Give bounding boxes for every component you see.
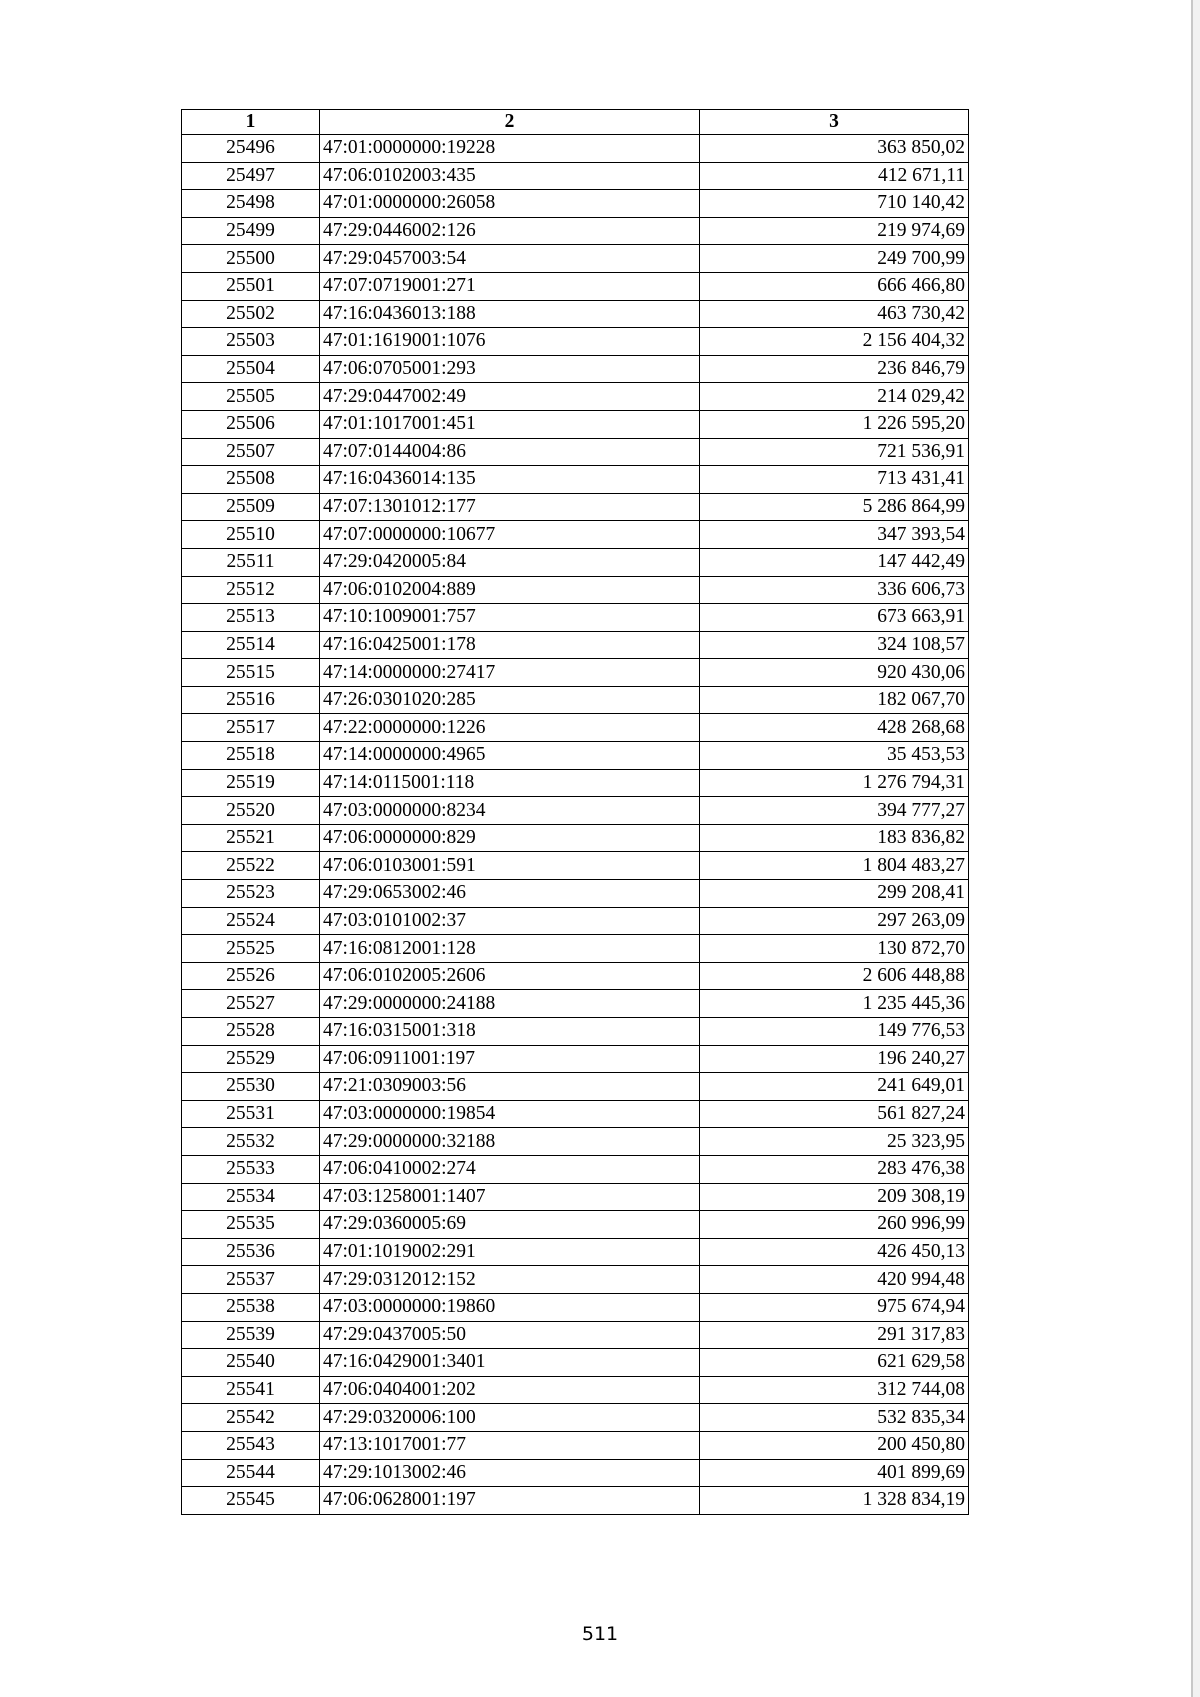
table-row (182, 1128, 969, 1156)
table-row (182, 1404, 969, 1432)
value-cell: 394 777,27 (700, 797, 969, 825)
cadastral-number-cell: 47:16:0425001:178 (320, 631, 700, 659)
row-number-cell: 25536 (182, 1238, 320, 1266)
table-row (182, 1376, 969, 1404)
value-cell: 283 476,38 (700, 1155, 969, 1183)
value-cell: 241 649,01 (700, 1073, 969, 1101)
row-number-cell: 25517 (182, 714, 320, 742)
page-number: 511 (581, 1623, 619, 1645)
table-row (182, 631, 969, 659)
cadastral-number-cell: 47:16:0812001:128 (320, 935, 700, 963)
cadastral-number-cell: 47:06:0410002:274 (320, 1155, 700, 1183)
row-number-cell: 25539 (182, 1321, 320, 1349)
row-number-cell: 25502 (182, 300, 320, 328)
table-row (182, 438, 969, 466)
row-number-cell: 25508 (182, 466, 320, 494)
table-row (182, 493, 969, 521)
column-header-3: 3 (700, 110, 969, 135)
row-number-cell: 25529 (182, 1045, 320, 1073)
value-cell: 299 208,41 (700, 880, 969, 908)
table-row (182, 659, 969, 687)
table-row (182, 935, 969, 963)
cadastral-number-cell: 47:01:0000000:19228 (320, 135, 700, 163)
cadastral-number-cell: 47:06:0102004:889 (320, 576, 700, 604)
table-row (182, 1155, 969, 1183)
value-cell: 324 108,57 (700, 631, 969, 659)
table-row (182, 328, 969, 356)
row-number-cell: 25506 (182, 410, 320, 438)
value-cell: 1 235 445,36 (700, 990, 969, 1018)
cadastral-number-cell: 47:06:0705001:293 (320, 355, 700, 383)
cadastral-number-cell: 47:03:0000000:19854 (320, 1100, 700, 1128)
cadastral-number-cell: 47:03:0000000:8234 (320, 797, 700, 825)
cadastral-number-cell: 47:29:0320006:100 (320, 1404, 700, 1432)
cadastral-number-cell: 47:29:0360005:69 (320, 1211, 700, 1239)
value-cell: 673 663,91 (700, 604, 969, 632)
cadastral-number-cell: 47:06:0102003:435 (320, 162, 700, 190)
value-cell: 1 276 794,31 (700, 769, 969, 797)
cadastral-number-cell: 47:29:0653002:46 (320, 880, 700, 908)
cadastral-number-cell: 47:29:0312012:152 (320, 1266, 700, 1294)
value-cell: 420 994,48 (700, 1266, 969, 1294)
cadastral-number-cell: 47:10:1009001:757 (320, 604, 700, 632)
value-cell: 347 393,54 (700, 521, 969, 549)
table-row (182, 1349, 969, 1377)
column-header-1: 1 (182, 110, 320, 135)
table-row (182, 880, 969, 908)
row-number-cell: 25532 (182, 1128, 320, 1156)
row-number-cell: 25533 (182, 1155, 320, 1183)
cadastral-number-cell: 47:29:0000000:24188 (320, 990, 700, 1018)
cadastral-number-cell: 47:06:0911001:197 (320, 1045, 700, 1073)
row-number-cell: 25521 (182, 824, 320, 852)
value-cell: 412 671,11 (700, 162, 969, 190)
value-cell: 5 286 864,99 (700, 493, 969, 521)
value-cell: 561 827,24 (700, 1100, 969, 1128)
table-row (182, 1073, 969, 1101)
cadastral-number-cell: 47:07:0719001:271 (320, 272, 700, 300)
row-number-cell: 25535 (182, 1211, 320, 1239)
row-number-cell: 25520 (182, 797, 320, 825)
row-number-cell: 25518 (182, 742, 320, 770)
cadastral-number-cell: 47:07:0144004:86 (320, 438, 700, 466)
header-row (182, 110, 969, 135)
table-row (182, 907, 969, 935)
cadastral-number-cell: 47:21:0309003:56 (320, 1073, 700, 1101)
row-number-cell: 25538 (182, 1293, 320, 1321)
row-number-cell: 25530 (182, 1073, 320, 1101)
value-cell: 428 268,68 (700, 714, 969, 742)
row-number-cell: 25505 (182, 383, 320, 411)
row-number-cell: 25541 (182, 1376, 320, 1404)
cadastral-number-cell: 47:29:0447002:49 (320, 383, 700, 411)
value-cell: 2 606 448,88 (700, 962, 969, 990)
cadastral-number-cell: 47:29:0437005:50 (320, 1321, 700, 1349)
cadastral-number-cell: 47:03:0101002:37 (320, 907, 700, 935)
table-row (182, 714, 969, 742)
value-cell: 182 067,70 (700, 686, 969, 714)
table-row (182, 135, 969, 163)
cadastral-number-cell: 47:29:0000000:32188 (320, 1128, 700, 1156)
table-row (182, 162, 969, 190)
cadastral-number-cell: 47:22:0000000:1226 (320, 714, 700, 742)
table-row (182, 852, 969, 880)
table-row (182, 1431, 969, 1459)
value-cell: 214 029,42 (700, 383, 969, 411)
table-row (182, 410, 969, 438)
table-row (182, 1459, 969, 1487)
row-number-cell: 25537 (182, 1266, 320, 1294)
table-row (182, 1183, 969, 1211)
row-number-cell: 25531 (182, 1100, 320, 1128)
value-cell: 297 263,09 (700, 907, 969, 935)
value-cell: 25 323,95 (700, 1128, 969, 1156)
cadastral-value-table (181, 109, 969, 1515)
cadastral-number-cell: 47:01:1019002:291 (320, 1238, 700, 1266)
table-row (182, 769, 969, 797)
row-number-cell: 25499 (182, 217, 320, 245)
value-cell: 200 450,80 (700, 1431, 969, 1459)
row-number-cell: 25540 (182, 1349, 320, 1377)
cadastral-number-cell: 47:29:1013002:46 (320, 1459, 700, 1487)
value-cell: 183 836,82 (700, 824, 969, 852)
row-number-cell: 25497 (182, 162, 320, 190)
value-cell: 975 674,94 (700, 1293, 969, 1321)
table-row (182, 686, 969, 714)
cadastral-number-cell: 47:01:1017001:451 (320, 410, 700, 438)
table-row (182, 383, 969, 411)
cadastral-number-cell: 47:07:1301012:177 (320, 493, 700, 521)
value-cell: 920 430,06 (700, 659, 969, 687)
cadastral-number-cell: 47:16:0315001:318 (320, 1018, 700, 1046)
value-cell: 2 156 404,32 (700, 328, 969, 356)
page-edge-shade (1193, 0, 1200, 1697)
cadastral-number-cell: 47:06:0000000:829 (320, 824, 700, 852)
table-row (182, 990, 969, 1018)
table-row (182, 1321, 969, 1349)
table-row (182, 962, 969, 990)
value-cell: 463 730,42 (700, 300, 969, 328)
value-cell: 219 974,69 (700, 217, 969, 245)
row-number-cell: 25507 (182, 438, 320, 466)
table-row (182, 1018, 969, 1046)
row-number-cell: 25544 (182, 1459, 320, 1487)
row-number-cell: 25526 (182, 962, 320, 990)
cadastral-number-cell: 47:01:1619001:1076 (320, 328, 700, 356)
value-cell: 713 431,41 (700, 466, 969, 494)
cadastral-number-cell: 47:01:0000000:26058 (320, 190, 700, 218)
row-number-cell: 25503 (182, 328, 320, 356)
table-row (182, 217, 969, 245)
value-cell: 621 629,58 (700, 1349, 969, 1377)
value-cell: 147 442,49 (700, 548, 969, 576)
value-cell: 401 899,69 (700, 1459, 969, 1487)
cadastral-number-cell: 47:07:0000000:10677 (320, 521, 700, 549)
row-number-cell: 25511 (182, 548, 320, 576)
row-number-cell: 25543 (182, 1431, 320, 1459)
cadastral-number-cell: 47:14:0000000:27417 (320, 659, 700, 687)
cadastral-number-cell: 47:26:0301020:285 (320, 686, 700, 714)
table-row (182, 742, 969, 770)
row-number-cell: 25515 (182, 659, 320, 687)
cadastral-number-cell: 47:06:0628001:197 (320, 1487, 700, 1515)
value-cell: 666 466,80 (700, 272, 969, 300)
table-row (182, 300, 969, 328)
row-number-cell: 25542 (182, 1404, 320, 1432)
table-row (182, 190, 969, 218)
cadastral-number-cell: 47:16:0429001:3401 (320, 1349, 700, 1377)
row-number-cell: 25545 (182, 1487, 320, 1515)
row-number-cell: 25496 (182, 135, 320, 163)
table-row (182, 1100, 969, 1128)
cadastral-number-cell: 47:06:0404001:202 (320, 1376, 700, 1404)
value-cell: 1 328 834,19 (700, 1487, 969, 1515)
value-cell: 721 536,91 (700, 438, 969, 466)
table-row (182, 1293, 969, 1321)
table-row (182, 1045, 969, 1073)
value-cell: 236 846,79 (700, 355, 969, 383)
row-number-cell: 25528 (182, 1018, 320, 1046)
cadastral-number-cell: 47:16:0436013:188 (320, 300, 700, 328)
row-number-cell: 25498 (182, 190, 320, 218)
cadastral-number-cell: 47:29:0457003:54 (320, 245, 700, 273)
cadastral-number-cell: 47:14:0000000:4965 (320, 742, 700, 770)
cadastral-number-cell: 47:29:0420005:84 (320, 548, 700, 576)
value-cell: 196 240,27 (700, 1045, 969, 1073)
value-cell: 312 744,08 (700, 1376, 969, 1404)
table-row (182, 245, 969, 273)
table-row (182, 272, 969, 300)
table-row (182, 1487, 969, 1515)
row-number-cell: 25514 (182, 631, 320, 659)
value-cell: 249 700,99 (700, 245, 969, 273)
value-cell: 291 317,83 (700, 1321, 969, 1349)
table-row (182, 548, 969, 576)
row-number-cell: 25512 (182, 576, 320, 604)
value-cell: 532 835,34 (700, 1404, 969, 1432)
row-number-cell: 25501 (182, 272, 320, 300)
table-row (182, 576, 969, 604)
value-cell: 209 308,19 (700, 1183, 969, 1211)
value-cell: 1 226 595,20 (700, 410, 969, 438)
table-row (182, 1238, 969, 1266)
cadastral-number-cell: 47:03:1258001:1407 (320, 1183, 700, 1211)
row-number-cell: 25523 (182, 880, 320, 908)
table-row (182, 797, 969, 825)
row-number-cell: 25509 (182, 493, 320, 521)
row-number-cell: 25522 (182, 852, 320, 880)
row-number-cell: 25534 (182, 1183, 320, 1211)
value-cell: 426 450,13 (700, 1238, 969, 1266)
row-number-cell: 25510 (182, 521, 320, 549)
value-cell: 35 453,53 (700, 742, 969, 770)
row-number-cell: 25513 (182, 604, 320, 632)
value-cell: 336 606,73 (700, 576, 969, 604)
cadastral-number-cell: 47:29:0446002:126 (320, 217, 700, 245)
row-number-cell: 25525 (182, 935, 320, 963)
table-header (182, 110, 969, 135)
row-number-cell: 25504 (182, 355, 320, 383)
cadastral-number-cell: 47:13:1017001:77 (320, 1431, 700, 1459)
value-cell: 149 776,53 (700, 1018, 969, 1046)
row-number-cell: 25516 (182, 686, 320, 714)
value-cell: 363 850,02 (700, 135, 969, 163)
table-row (182, 355, 969, 383)
row-number-cell: 25527 (182, 990, 320, 1018)
table-row (182, 824, 969, 852)
table-row (182, 1266, 969, 1294)
table-row (182, 466, 969, 494)
cadastral-number-cell: 47:06:0102005:2606 (320, 962, 700, 990)
value-cell: 130 872,70 (700, 935, 969, 963)
table-row (182, 1211, 969, 1239)
row-number-cell: 25524 (182, 907, 320, 935)
cadastral-number-cell: 47:03:0000000:19860 (320, 1293, 700, 1321)
cadastral-number-cell: 47:16:0436014:135 (320, 466, 700, 494)
value-cell: 1 804 483,27 (700, 852, 969, 880)
table-body (182, 135, 969, 1515)
column-header-2: 2 (320, 110, 700, 135)
row-number-cell: 25500 (182, 245, 320, 273)
row-number-cell: 25519 (182, 769, 320, 797)
table-row (182, 521, 969, 549)
value-cell: 260 996,99 (700, 1211, 969, 1239)
cadastral-number-cell: 47:14:0115001:118 (320, 769, 700, 797)
value-cell: 710 140,42 (700, 190, 969, 218)
table-row (182, 604, 969, 632)
cadastral-number-cell: 47:06:0103001:591 (320, 852, 700, 880)
